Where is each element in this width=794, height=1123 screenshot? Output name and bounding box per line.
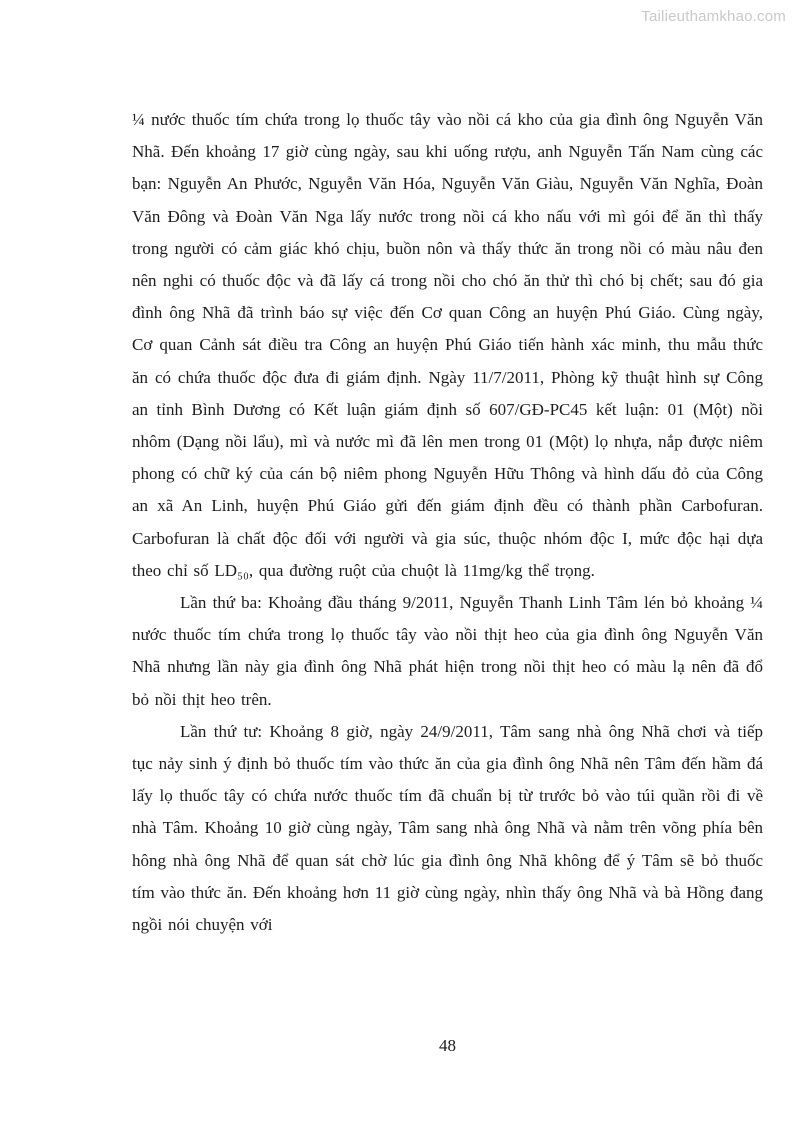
paragraph-lan-thu-ba: Lần thứ ba: Khoảng đầu tháng 9/2011, Nguyễn Thanh Linh Tâm lén bỏ khoảng ¼ nước thuốc tím chứa trong lọ thuốc tây vào nồi thịt heo của gia đình ông Nguyễn Văn Nhã nhưng lần này gia đình ông Nhã phát hiện trong nồi thịt heo có màu lạ nên đã đổ bỏ nồi thịt heo trên. <box>132 593 763 709</box>
paragraph-lan-thu-tu: Lần thứ tư: Khoảng 8 giờ, ngày 24/9/2011, Tâm sang nhà ông Nhã chơi và tiếp tục nảy sinh ý định bỏ thuốc tím vào thức ăn của gia đình ông Nhã nên Tâm đến hầm đá lấy lọ thuốc tây có chứa nước thuốc tím đã chuẩn bị từ trước bỏ vào túi quần rồi đi về nhà Tâm. Khoảng 10 giờ cùng ngày, Tâm sang nhà ông Nhã và nằm trên võng phía bên hông nhà ông Nhã để quan sát chờ lúc gia đình ông Nhã không để ý Tâm sẽ bỏ thuốc tím vào thức ăn. Đến khoảng hơn 11 giờ cùng ngày, nhìn thấy ông Nhã và bà Hồng đang ngồi nói chuyện với <box>132 721 763 935</box>
watermark-text: Tailieuthamkhao.com <box>641 8 786 25</box>
page-body-text <box>132 104 763 941</box>
page-number: 48 <box>439 1036 456 1055</box>
paragraph-continuation: ¼ nước thuốc tím chứa trong lọ thuốc tây vào nồi cá kho của gia đình ông Nguyễn Văn Nhã. Đến khoảng 17 giờ cùng ngày, sau khi uống rượu, anh Nguyễn Tấn Nam cùng các bạn: Nguyễn An Phước, Nguyễn Văn Hóa, Nguyễn Văn Giàu, Nguyễn Văn Nghĩa, Đoàn Văn Đông và Đoàn Văn Nga lấy nước trong nồi cá kho nấu với mì gói để ăn thì thấy trong người có cảm giác khó chịu, buồn nôn và thấy thức ăn trong nồi có màu nâu đen nên nghi có thuốc độc và đã lấy cá trong nồi cho chó ăn thử thì chó bị chết; sau đó gia đình ông Nhã đã trình báo sự việc đến Cơ quan Công an huyện Phú Giáo. Cùng ngày, Cơ quan Cảnh sát điều tra Công an huyện Phú Giáo tiến hành xác minh, thu mẫu thức ăn có chứa thuốc độc đưa đi giám định. Ngày 11/7/2011, Phòng kỹ thuật hình sự Công an tỉnh Bình Dương có Kết luận giám định số 607/GĐ-PC45 kết luận: 01 (Một) nồi nhôm (Dạng nồi lẩu), mì và nước mì đã lên men trong 01 (Một) lọ nhựa, nắp được niêm phong có chữ ký của cán bộ niêm phong Nguyễn Hữu Thông và hình dấu đỏ của Công an xã An Linh, huyện Phú Giáo gửi đến giám định đều có thành phần Carbofuran. Carbofuran là chất độc đối với người và gia súc, thuộc nhóm độc I, mức độc hại dựa theo chỉ số LD₅₀, qua đường ruột của chuột là 11mg/kg thể trọng. <box>132 110 763 580</box>
page-footer <box>132 1036 763 1056</box>
